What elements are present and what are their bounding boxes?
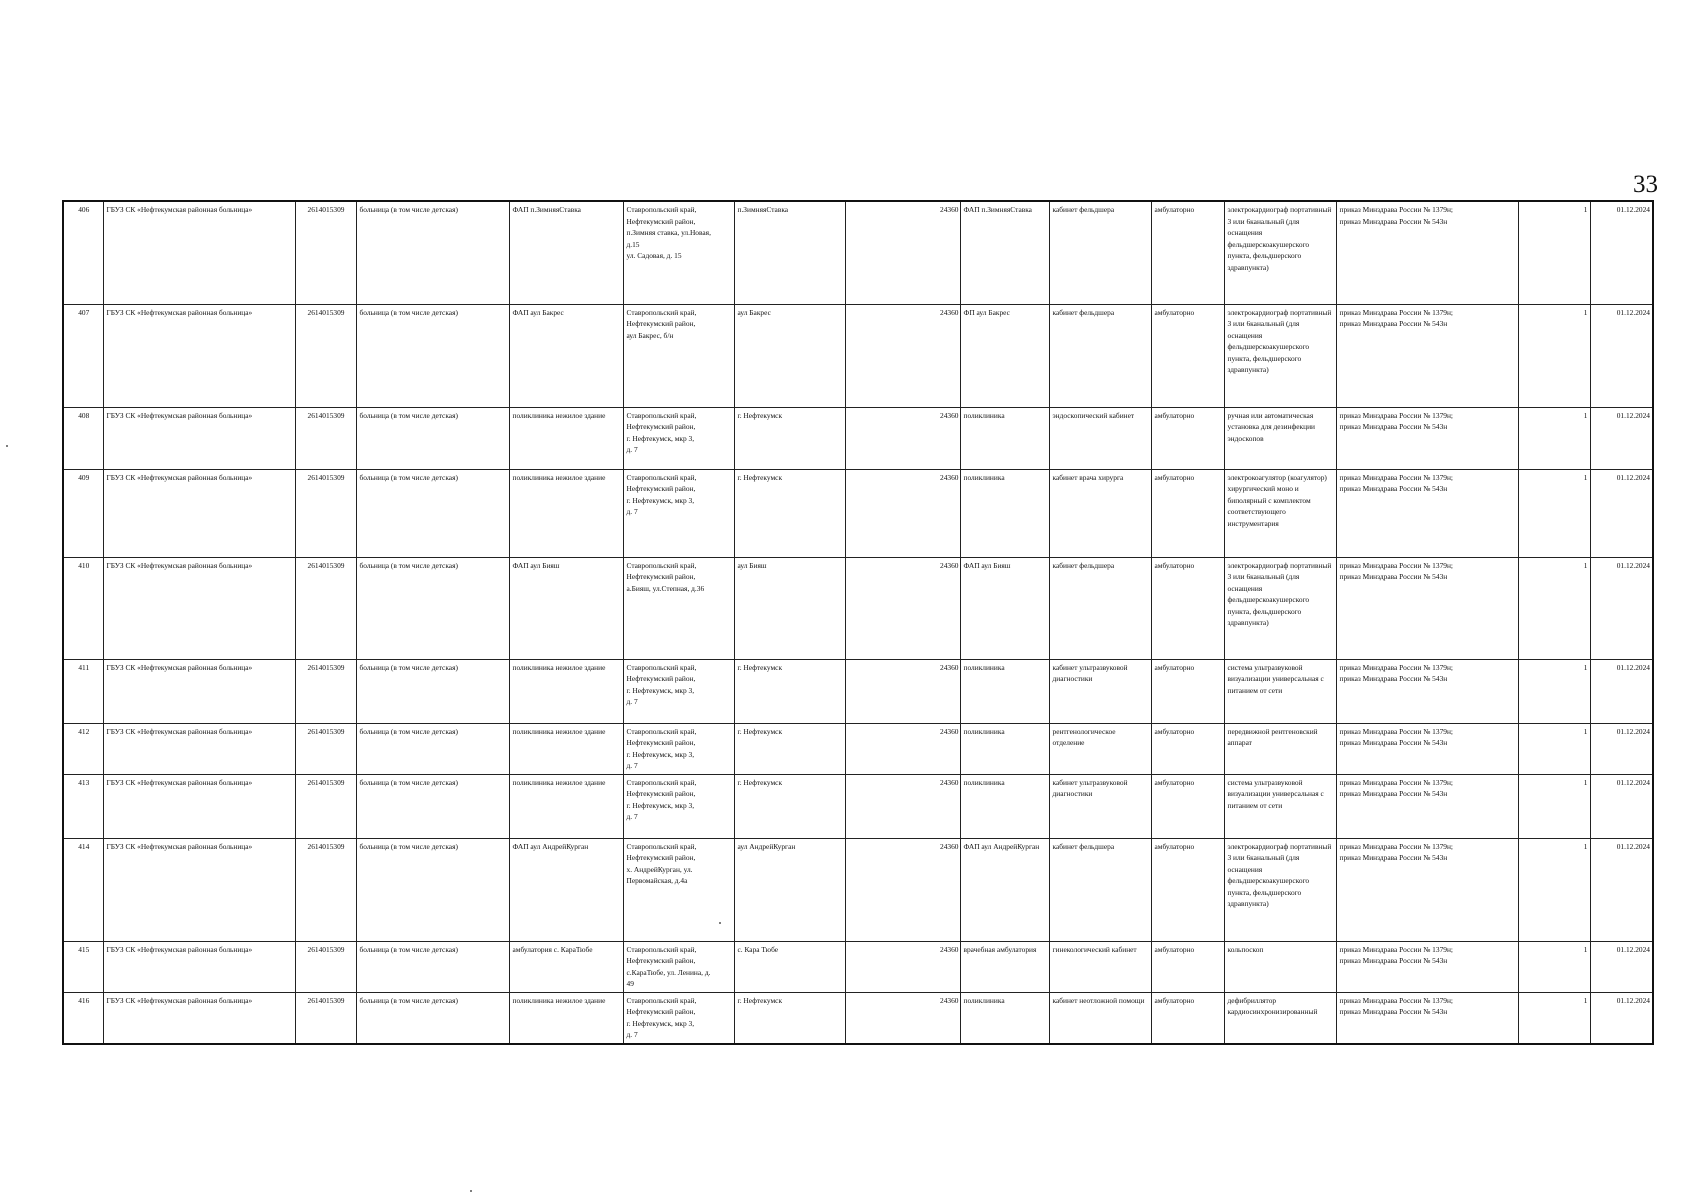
cell-building: поликлиника нежилое здание: [509, 659, 623, 723]
cell-quantity: 1: [1518, 838, 1590, 941]
cell-code: 24360: [845, 407, 960, 469]
cell-care-mode: амбулаторно: [1151, 723, 1224, 774]
cell-date: 01.12.2024: [1590, 659, 1653, 723]
order-line: приказ Минздрава России № 543н: [1339, 484, 1448, 494]
cell-order: [1336, 838, 1518, 941]
cell-date: 01.12.2024: [1590, 304, 1653, 407]
address-line: г. Нефтекумск, мкр 3,: [626, 495, 695, 505]
address-line: ул. Садовая, д. 15: [626, 251, 682, 261]
cell-building: поликлиника нежилое здание: [509, 723, 623, 774]
cell-organization-name: ГБУЗ СК «Нефтекумская районная больница»: [103, 659, 295, 723]
cell-locality: г. Нефтекумск: [734, 407, 845, 469]
cell-cabinet: эндоскопический кабинет: [1049, 407, 1151, 469]
cell-code: 24360: [845, 838, 960, 941]
cell-cabinet: кабинет врача хирурга: [1049, 469, 1151, 557]
cell-locality: с. Кара Тюбе: [734, 941, 845, 992]
address-line: 49: [626, 979, 634, 989]
cell-date: 01.12.2024: [1590, 557, 1653, 659]
cell-organization-name: ГБУЗ СК «Нефтекумская районная больница»: [103, 557, 295, 659]
order-line: приказ Минздрава России № 1379н;: [1339, 995, 1453, 1005]
address-line: Ставропольский край,: [626, 472, 697, 482]
cell-cabinet: гинекологический кабинет: [1049, 941, 1151, 992]
cell-building: ФАП аул Бакрес: [509, 304, 623, 407]
cell-cabinet: кабинет фельдшера: [1049, 557, 1151, 659]
order-line: приказ Минздрава России № 1379н;: [1339, 726, 1453, 736]
cell-code: 24360: [845, 941, 960, 992]
cell-date: 01.12.2024: [1590, 407, 1653, 469]
cell-order: [1336, 469, 1518, 557]
cell-organization-name: ГБУЗ СК «Нефтекумская районная больница»: [103, 304, 295, 407]
cell-order: [1336, 201, 1518, 304]
cell-facility-type: больница (в том числе детская): [356, 407, 509, 469]
address-line: Ставропольский край,: [626, 205, 697, 214]
cell-row-number: 412: [63, 723, 103, 774]
cell-care-mode: амбулаторно: [1151, 992, 1224, 1044]
cell-equipment: электрокардиограф портативный 3 или 6канальный (для оснащения фельдшерскоакушерского пункта, фельдшерского здравпункта): [1224, 304, 1336, 407]
cell-equipment: передвижной рентгеновский аппарат: [1224, 723, 1336, 774]
cell-row-number: 409: [63, 469, 103, 557]
address-line: Нефтекумский район,: [626, 853, 696, 863]
cell-organization-name: ГБУЗ СК «Нефтекумская районная больница»: [103, 992, 295, 1044]
table-row: [63, 304, 1653, 407]
cell-quantity: 1: [1518, 723, 1590, 774]
cell-row-number: 411: [63, 659, 103, 723]
cell-locality: г. Нефтекумск: [734, 469, 845, 557]
cell-quantity: 1: [1518, 304, 1590, 407]
cell-address: [623, 659, 734, 723]
cell-inn: 2614015309: [295, 201, 356, 304]
cell-order: [1336, 407, 1518, 469]
address-line: аул Бакрес, б/н: [626, 330, 674, 340]
cell-building: поликлиника нежилое здание: [509, 407, 623, 469]
cell-unit-name: поликлиника: [960, 723, 1049, 774]
address-line: д. 7: [626, 761, 638, 771]
order-line: приказ Минздрава России № 543н: [1339, 422, 1448, 432]
address-line: Ставропольский край,: [626, 662, 697, 672]
cell-inn: 2614015309: [295, 557, 356, 659]
address-line: д.15: [626, 239, 640, 249]
order-line: приказ Минздрава России № 543н: [1339, 1007, 1448, 1017]
address-line: Нефтекумский район,: [626, 738, 696, 748]
order-line: приказ Минздрава России № 1379н;: [1339, 205, 1453, 214]
cell-address: [623, 838, 734, 941]
address-line: г. Нефтекумск, мкр 3,: [626, 800, 695, 810]
cell-order: [1336, 941, 1518, 992]
cell-row-number: 416: [63, 992, 103, 1044]
cell-facility-type: больница (в том числе детская): [356, 838, 509, 941]
cell-care-mode: амбулаторно: [1151, 407, 1224, 469]
cell-order: [1336, 659, 1518, 723]
address-line: Ставропольский край,: [626, 944, 697, 954]
cell-address: [623, 941, 734, 992]
cell-cabinet: кабинет ультразвуковой диагностики: [1049, 659, 1151, 723]
cell-equipment: кольпоскоп: [1224, 941, 1336, 992]
cell-code: 24360: [845, 992, 960, 1044]
table-row: [63, 838, 1653, 941]
address-line: Ставропольский край,: [626, 995, 697, 1005]
cell-building: поликлиника нежилое здание: [509, 992, 623, 1044]
order-line: приказ Минздрава России № 1379н;: [1339, 560, 1453, 570]
address-line: г. Нефтекумск, мкр 3,: [626, 685, 695, 695]
order-line: приказ Минздрава России № 543н: [1339, 216, 1448, 226]
address-line: д. 7: [626, 697, 638, 707]
cell-care-mode: амбулаторно: [1151, 659, 1224, 723]
cell-care-mode: амбулаторно: [1151, 304, 1224, 407]
cell-building: ФАП аул АндрейКурган: [509, 838, 623, 941]
cell-equipment: электрокоагулятор (коагулятор) хирургический моно и биполярный с комплектом соответствующего инструментария: [1224, 469, 1336, 557]
cell-cabinet: кабинет фельдшера: [1049, 304, 1151, 407]
cell-organization-name: ГБУЗ СК «Нефтекумская районная больница»: [103, 774, 295, 838]
cell-inn: 2614015309: [295, 469, 356, 557]
cell-order: [1336, 304, 1518, 407]
address-line: Нефтекумский район,: [626, 674, 696, 684]
cell-inn: 2614015309: [295, 723, 356, 774]
cell-code: 24360: [845, 201, 960, 304]
order-line: приказ Минздрава России № 1379н;: [1339, 410, 1453, 420]
cell-inn: 2614015309: [295, 304, 356, 407]
address-line: Ставропольский край,: [626, 777, 697, 787]
cell-facility-type: больница (в том числе детская): [356, 557, 509, 659]
cell-code: 24360: [845, 659, 960, 723]
cell-locality: аул АндрейКурган: [734, 838, 845, 941]
cell-facility-type: больница (в том числе детская): [356, 941, 509, 992]
cell-equipment: электрокардиограф портативный 3 или 6канальный (для оснащения фельдшерскоакушерского пункта, фельдшерского здравпункта): [1224, 557, 1336, 659]
cell-organization-name: ГБУЗ СК «Нефтекумская районная больница»: [103, 941, 295, 992]
cell-building: поликлиника нежилое здание: [509, 774, 623, 838]
cell-unit-name: ФАП аул Бияш: [960, 557, 1049, 659]
cell-organization-name: ГБУЗ СК «Нефтекумская районная больница»: [103, 723, 295, 774]
cell-locality: аул Бияш: [734, 557, 845, 659]
cell-quantity: 1: [1518, 774, 1590, 838]
cell-address: [623, 774, 734, 838]
order-line: приказ Минздрава России № 1379н;: [1339, 662, 1453, 672]
cell-organization-name: ГБУЗ СК «Нефтекумская районная больница»: [103, 838, 295, 941]
cell-quantity: 1: [1518, 557, 1590, 659]
cell-cabinet: кабинет фельдшера: [1049, 838, 1151, 941]
cell-care-mode: амбулаторно: [1151, 557, 1224, 659]
address-line: х. АндрейКурган, ул.: [626, 864, 693, 874]
cell-date: 01.12.2024: [1590, 774, 1653, 838]
address-line: Нефтекумский район,: [626, 1007, 696, 1017]
address-line: г. Нефтекумск, мкр 3,: [626, 433, 695, 443]
cell-order: [1336, 992, 1518, 1044]
cell-row-number: 408: [63, 407, 103, 469]
order-line: приказ Минздрава России № 1379н;: [1339, 841, 1453, 851]
cell-code: 24360: [845, 774, 960, 838]
cell-equipment: ручная или автоматическая установка для дезинфекции эндоскопов: [1224, 407, 1336, 469]
address-line: Нефтекумский район,: [626, 319, 696, 329]
table-row: [63, 201, 1653, 304]
table-body: [63, 201, 1653, 1044]
cell-unit-name: поликлиника: [960, 469, 1049, 557]
cell-unit-name: поликлиника: [960, 659, 1049, 723]
table-row: [63, 407, 1653, 469]
address-line: Нефтекумский район,: [626, 422, 696, 432]
address-line: д. 7: [626, 1030, 638, 1040]
cell-date: 01.12.2024: [1590, 838, 1653, 941]
order-line: приказ Минздрава России № 543н: [1339, 956, 1448, 966]
cell-address: [623, 201, 734, 304]
cell-cabinet: кабинет неотложной помощи: [1049, 992, 1151, 1044]
cell-facility-type: больница (в том числе детская): [356, 723, 509, 774]
cell-care-mode: амбулаторно: [1151, 774, 1224, 838]
cell-date: 01.12.2024: [1590, 469, 1653, 557]
address-line: Ставропольский край,: [626, 410, 697, 420]
address-line: Нефтекумский район,: [626, 484, 696, 494]
cell-organization-name: ГБУЗ СК «Нефтекумская районная больница»: [103, 201, 295, 304]
cell-locality: г. Нефтекумск: [734, 723, 845, 774]
order-line: приказ Минздрава России № 543н: [1339, 674, 1448, 684]
order-line: приказ Минздрава России № 1379н;: [1339, 777, 1453, 787]
scan-speck: [6, 445, 8, 447]
address-line: Ставропольский край,: [626, 726, 697, 736]
cell-locality: г. Нефтекумск: [734, 992, 845, 1044]
cell-date: 01.12.2024: [1590, 201, 1653, 304]
cell-facility-type: больница (в том числе детская): [356, 774, 509, 838]
table-row: [63, 774, 1653, 838]
cell-building: амбулатория с. КараТюбе: [509, 941, 623, 992]
cell-row-number: 410: [63, 557, 103, 659]
cell-address: [623, 304, 734, 407]
order-line: приказ Минздрава России № 543н: [1339, 853, 1448, 863]
table-row: [63, 941, 1653, 992]
order-line: приказ Минздрава России № 543н: [1339, 319, 1448, 329]
address-line: д. 7: [626, 812, 638, 822]
cell-cabinet: рентгенологическое отделение: [1049, 723, 1151, 774]
scan-speck: [470, 1190, 472, 1192]
cell-locality: г. Нефтекумск: [734, 659, 845, 723]
cell-facility-type: больница (в том числе детская): [356, 201, 509, 304]
order-line: приказ Минздрава России № 1379н;: [1339, 472, 1453, 482]
cell-inn: 2614015309: [295, 774, 356, 838]
cell-unit-name: ФАП аул АндрейКурган: [960, 838, 1049, 941]
address-line: г. Нефтекумск, мкр 3,: [626, 749, 695, 759]
cell-date: 01.12.2024: [1590, 723, 1653, 774]
cell-address: [623, 469, 734, 557]
cell-unit-name: поликлиника: [960, 774, 1049, 838]
cell-address: [623, 407, 734, 469]
cell-facility-type: больница (в том числе детская): [356, 992, 509, 1044]
order-line: приказ Минздрава России № 543н: [1339, 738, 1448, 748]
cell-order: [1336, 774, 1518, 838]
order-line: приказ Минздрава России № 1379н;: [1339, 944, 1453, 954]
cell-row-number: 413: [63, 774, 103, 838]
cell-inn: 2614015309: [295, 838, 356, 941]
cell-building: поликлиника нежилое здание: [509, 469, 623, 557]
cell-equipment: система ультразвуковой визуализации универсальная с питанием от сети: [1224, 774, 1336, 838]
table-row: [63, 723, 1653, 774]
equipment-table: [62, 200, 1654, 1045]
cell-quantity: 1: [1518, 201, 1590, 304]
cell-cabinet: кабинет фельдшера: [1049, 201, 1151, 304]
address-line: Ставропольский край,: [626, 307, 697, 317]
cell-inn: 2614015309: [295, 659, 356, 723]
cell-building: ФАП аул Бияш: [509, 557, 623, 659]
cell-facility-type: больница (в том числе детская): [356, 469, 509, 557]
cell-unit-name: врачебная амбулатория: [960, 941, 1049, 992]
cell-code: 24360: [845, 723, 960, 774]
cell-code: 24360: [845, 304, 960, 407]
address-line: Нефтекумский район,: [626, 216, 696, 226]
cell-unit-name: ФП аул Бакрес: [960, 304, 1049, 407]
cell-organization-name: ГБУЗ СК «Нефтекумская районная больница»: [103, 469, 295, 557]
cell-order: [1336, 557, 1518, 659]
scan-speck: [719, 922, 721, 924]
cell-equipment: дефибриллятор кардиосинхронизированный: [1224, 992, 1336, 1044]
cell-locality: г. Нефтекумск: [734, 774, 845, 838]
cell-row-number: 415: [63, 941, 103, 992]
table-row: [63, 659, 1653, 723]
cell-address: [623, 992, 734, 1044]
address-line: Нефтекумский район,: [626, 572, 696, 582]
address-line: а.Бияш, ул.Степная, д.36: [626, 583, 705, 593]
cell-unit-name: поликлиника: [960, 407, 1049, 469]
address-line: г. Нефтекумск, мкр 3,: [626, 1018, 695, 1028]
address-line: Нефтекумский район,: [626, 956, 696, 966]
cell-address: [623, 557, 734, 659]
cell-organization-name: ГБУЗ СК «Нефтекумская районная больница»: [103, 407, 295, 469]
cell-locality: п.ЗимняяСтавка: [734, 201, 845, 304]
address-line: Нефтекумский район,: [626, 789, 696, 799]
order-line: приказ Минздрава России № 1379н;: [1339, 307, 1453, 317]
address-line: п.Зимняя ставка, ул.Новая,: [626, 228, 711, 238]
table-row: [63, 557, 1653, 659]
cell-equipment: система ультразвуковой визуализации универсальная с питанием от сети: [1224, 659, 1336, 723]
cell-row-number: 407: [63, 304, 103, 407]
cell-row-number: 406: [63, 201, 103, 304]
cell-date: 01.12.2024: [1590, 992, 1653, 1044]
cell-inn: 2614015309: [295, 941, 356, 992]
cell-equipment: электрокардиограф портативный 3 или 6канальный (для оснащения фельдшерскоакушерского пункта, фельдшерского здравпункта): [1224, 201, 1336, 304]
cell-quantity: 1: [1518, 941, 1590, 992]
cell-unit-name: поликлиника: [960, 992, 1049, 1044]
cell-care-mode: амбулаторно: [1151, 201, 1224, 304]
cell-inn: 2614015309: [295, 992, 356, 1044]
address-line: с.КараТюбе, ул. Ленина, д.: [626, 967, 711, 977]
cell-care-mode: амбулаторно: [1151, 838, 1224, 941]
cell-cabinet: кабинет ультразвуковой диагностики: [1049, 774, 1151, 838]
order-line: приказ Минздрава России № 543н: [1339, 572, 1448, 582]
address-line: Ставропольский край,: [626, 560, 697, 570]
cell-quantity: 1: [1518, 469, 1590, 557]
table-row: [63, 469, 1653, 557]
address-line: Первомайская, д.4а: [626, 876, 688, 886]
cell-building: ФАП п.ЗимняяСтавка: [509, 201, 623, 304]
cell-address: [623, 723, 734, 774]
cell-order: [1336, 723, 1518, 774]
address-line: д. 7: [626, 507, 638, 517]
cell-care-mode: амбулаторно: [1151, 941, 1224, 992]
cell-inn: 2614015309: [295, 407, 356, 469]
cell-code: 24360: [845, 557, 960, 659]
cell-row-number: 414: [63, 838, 103, 941]
cell-facility-type: больница (в том числе детская): [356, 304, 509, 407]
order-line: приказ Минздрава России № 543н: [1339, 789, 1448, 799]
address-line: д. 7: [626, 445, 638, 455]
cell-code: 24360: [845, 469, 960, 557]
cell-care-mode: амбулаторно: [1151, 469, 1224, 557]
cell-locality: аул Бакрес: [734, 304, 845, 407]
cell-quantity: 1: [1518, 659, 1590, 723]
cell-quantity: 1: [1518, 992, 1590, 1044]
cell-date: 01.12.2024: [1590, 941, 1653, 992]
cell-equipment: электрокардиограф портативный 3 или 6канальный (для оснащения фельдшерскоакушерского пункта, фельдшерского здравпункта): [1224, 838, 1336, 941]
cell-facility-type: больница (в том числе детская): [356, 659, 509, 723]
page-number: 33: [1633, 171, 1658, 198]
table-row: [63, 992, 1653, 1044]
address-line: Ставропольский край,: [626, 841, 697, 851]
cell-quantity: 1: [1518, 407, 1590, 469]
cell-unit-name: ФАП п.ЗимняяСтавка: [960, 201, 1049, 304]
